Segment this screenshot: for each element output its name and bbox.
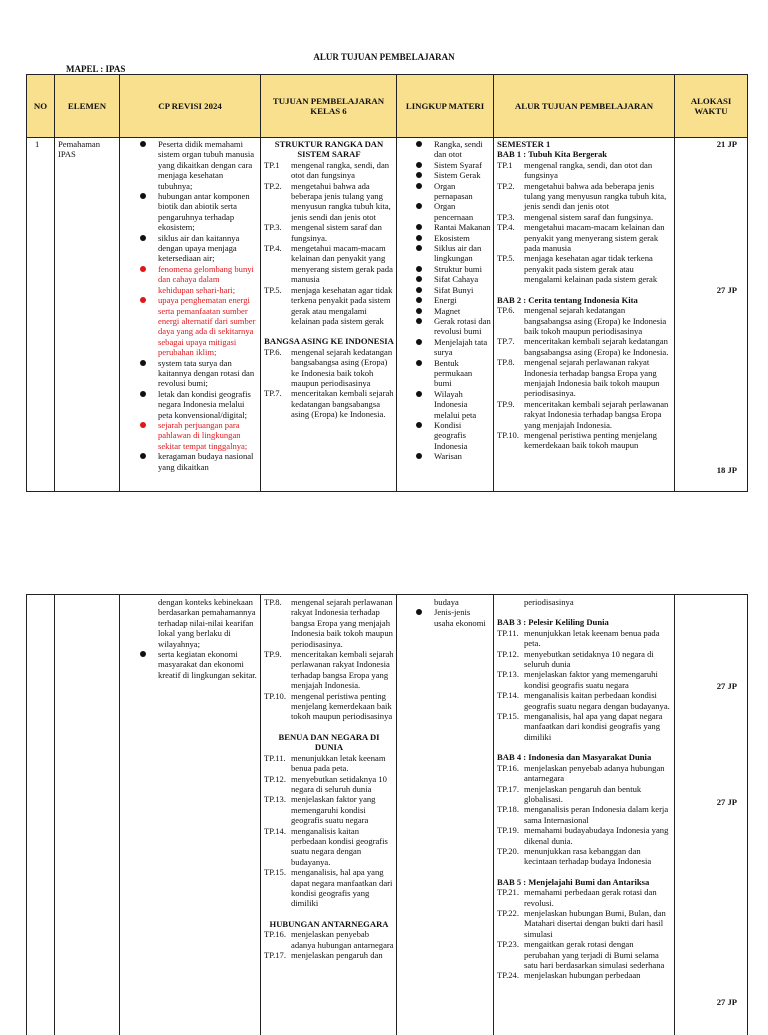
- learning-objective: [497, 160, 671, 181]
- learning-objective: [264, 181, 394, 223]
- header-cp: CP REVISI 2024: [158, 101, 222, 111]
- learning-objective: [497, 212, 671, 222]
- learning-objective: [497, 357, 671, 399]
- table-page-1: [26, 74, 748, 492]
- objective-text: menjelaskan pengaruh dan bentuk globalisasi.: [524, 783, 642, 804]
- learning-objective: [264, 160, 394, 181]
- objective-text: mengenal sistem saraf dan fungsinya.: [291, 222, 382, 243]
- list-item: Energi: [415, 295, 491, 305]
- learning-objective: [264, 826, 394, 868]
- objective-text: menjelaskan pengaruh dan: [291, 950, 383, 960]
- alur-continued-text: periodisasinya: [524, 597, 574, 607]
- learning-objective: [264, 929, 394, 950]
- bullet-icon: [416, 245, 422, 251]
- list-item: Siklus air dan lingkungan: [415, 243, 491, 264]
- list-item: Sistem Gerak: [415, 170, 491, 180]
- bullet-icon: [140, 422, 146, 428]
- objective-code: TP.3.: [264, 222, 282, 233]
- list-item: fenomena gelombang bunyi dan cahaya dalam kehidupan sehari-hari;: [139, 264, 257, 295]
- learning-objective: [497, 846, 671, 867]
- list-item: sejarah perjuangan para pahlawan di lingkungan sekitar tempat tinggalnya;: [139, 420, 257, 451]
- header-elemen: ELEMEN: [67, 101, 107, 111]
- learning-objective: [497, 305, 671, 336]
- objective-text: mengenal rangka, sendi, dan otot dan fungsinya: [291, 159, 390, 181]
- list-item: Bentuk permukaan bumi: [415, 358, 491, 389]
- bullet-icon: [140, 453, 146, 459]
- objective-text: mengaitkan gerak rotasi dengan perubahan yang terjadi di Bumi selama satu hari berdasarkan simulasi sederhana: [524, 939, 665, 970]
- list-item: Rangka, sendi dan otot: [415, 139, 491, 160]
- bullet-icon: [416, 276, 422, 282]
- list-item: Kondisi geografis Indonesia: [415, 420, 491, 451]
- objective-text: memahami budayabudaya Indonesia yang dikenal dunia.: [524, 825, 669, 846]
- alokasi-bab-4: 27 JP: [716, 797, 737, 807]
- bullet-icon: [416, 162, 422, 168]
- learning-objective: [497, 253, 671, 284]
- chapter-heading: BAB 1 : Tubuh Kita Bergerak: [497, 149, 608, 160]
- objective-code: TP.4.: [264, 243, 282, 254]
- learning-objective: [497, 887, 671, 908]
- objective-text: menganalisis peran Indonesia dalam kerja sama Internasional: [524, 804, 669, 825]
- objective-code: TP.23.: [497, 939, 519, 950]
- objective-text: menganalisis, hal apa yang dapat negara manfaatkan dari kondisi geografis yang dimiliki: [524, 711, 663, 742]
- list-item: Peserta didik memahami sistem organ tubuh manusia yang dikaitkan dengan cara menjaga kesehatan tubuhnya;: [139, 139, 257, 191]
- objective-code: TP.7.: [264, 388, 282, 399]
- objective-text: menganalisis kaitan perbedaan kondisi geografis suatu negara dengan budayanya.: [291, 825, 388, 867]
- bullet-icon: [416, 266, 422, 272]
- objective-code: TP.14.: [497, 690, 519, 701]
- bullet-icon: [416, 172, 422, 178]
- bullet-icon: [416, 183, 422, 189]
- tujuan-cell: [264, 139, 394, 489]
- bullet-icon: [140, 391, 146, 397]
- alokasi-bab-5: 27 JP: [716, 997, 737, 1007]
- objective-code: TP.1: [264, 159, 280, 170]
- objective-code: TP.19.: [497, 825, 519, 836]
- objective-code: TP.16.: [264, 929, 286, 940]
- objective-text: mengetahui macam-macam kelainan dan penyakit yang menyerang sistem gerak pada manusia: [524, 222, 665, 254]
- learning-objective: [497, 804, 671, 825]
- cp-cell: [139, 139, 257, 489]
- learning-objective: [497, 628, 671, 649]
- learning-objective: [264, 285, 394, 327]
- objective-text: mengenal peristiwa penting menjelang kemerdekaan baik tokoh maupun: [524, 429, 657, 451]
- objective-code: TP.13.: [264, 794, 286, 805]
- objective-code: TP.9.: [264, 649, 282, 660]
- chapter-heading: BAB 4 : Indonesia dan Masyarakat Dunia: [497, 752, 652, 763]
- chapter-heading: BAB 3 : Pelesir Keliling Dunia: [497, 617, 609, 628]
- objective-code: TP.14.: [264, 825, 286, 836]
- objective-text: mengenal peristiwa penting menjelang kemerdekaan baik tokoh maupun periodisasinya: [291, 690, 393, 722]
- objective-text: menyebutkan setidaknya 10 negara di seluruh dunia: [524, 648, 654, 670]
- objective-code: TP.15.: [264, 867, 286, 878]
- objective-text: menganalisis kaitan perbedaan kondisi geografis suatu negara dengan budayanya.: [524, 690, 670, 711]
- cp-item: serta kegiatan ekonomi masyarakat dan ekonomi kreatif di lingkungan sekitar.: [139, 649, 257, 680]
- list-item: letak dan kondisi geografis negara Indonesia melalui peta konvensional/digital;: [139, 389, 257, 420]
- bullet-icon: [140, 297, 146, 303]
- cp-cell-continued: [139, 597, 257, 1027]
- objective-code: TP.16.: [497, 762, 519, 773]
- list-item: Organ pencernaan: [415, 201, 491, 222]
- objective-code: TP.5.: [264, 284, 282, 295]
- bullet-icon: [140, 235, 146, 241]
- objective-text: mengenal sistem saraf dan fungsinya.: [524, 211, 654, 222]
- objective-code: TP.21.: [497, 887, 519, 898]
- objective-code: TP.10.: [497, 429, 519, 440]
- learning-objective: [264, 597, 394, 649]
- list-item: Ekosistem: [415, 233, 491, 243]
- list-item: Organ pernapasan: [415, 181, 491, 202]
- objective-code: TP.13.: [497, 669, 519, 680]
- objective-text: menjaga kesehatan agar tidak terkena penyakit pada sistem gerak atau mengalami kelainan pada sistem gerak: [291, 284, 393, 326]
- objective-code: TP.17.: [264, 950, 286, 960]
- alokasi-bab-2: 27 JP: [716, 285, 737, 295]
- objective-text: mengetahui bahwa ada beberapa jenis tulang yang menyusun rangka tubuh kita, jenis sendi dan jenis otot: [291, 180, 391, 222]
- list-item: Magnet: [415, 306, 491, 316]
- objective-text: menganalisis, hal apa yang dapat negara manfaatkan dari kondisi geografis yang dimiliki: [291, 867, 393, 909]
- learning-objective: [497, 825, 671, 846]
- objective-text: menjelaskan hubungan Bumi, Bulan, dan Matahari disertai dengan bukti dari hasil simulasi: [524, 907, 666, 939]
- objective-code: TP.10.: [264, 690, 286, 701]
- objective-text: menjelaskan faktor yang memengaruhi kondisi geografis suatu negara: [291, 794, 376, 826]
- objective-code: TP.6.: [264, 346, 282, 357]
- alokasi-bab-1: 21 JP: [716, 139, 737, 149]
- objective-code: TP.24.: [497, 970, 519, 981]
- section-heading: BANGSA ASING KE INDONESIA: [264, 336, 394, 347]
- objective-text: menjelaskan penyebab adanya hubungan antarnegara: [291, 929, 394, 950]
- objective-text: menceritakan kembali sejarah kedatangan bangsabangsa asing (Eropa) ke Indonesia.: [291, 388, 394, 420]
- tujuan-cell-continued: [264, 597, 394, 1033]
- objective-code: TP.20.: [497, 845, 519, 856]
- objective-text: mengetahui macam-macam kelainan dan penyakit yang menyerang sistem gerak pada manusia: [291, 243, 393, 285]
- list-item: siklus air dan kaitannya dengan upaya menjaga ketersediaan air;: [139, 233, 257, 264]
- header-alur: ALUR TUJUAN PEMBELAJARAN: [514, 101, 654, 111]
- learning-objective: [497, 690, 671, 711]
- list-item: system tata surya dan kaitannya dengan rotasi dan revolusi bumi;: [139, 358, 257, 389]
- objective-text: mengenal sejarah perlawanan rakyat Indonesia terhadap bangsa Eropa yang menjajah Indonesia baik tokoh maupun periodisasinya.: [524, 357, 660, 399]
- objective-code: TP.2.: [264, 180, 282, 191]
- list-item: Sistem Syaraf: [415, 160, 491, 170]
- objective-code: TP.11.: [264, 752, 286, 763]
- learning-objective: [497, 711, 671, 742]
- objective-code: TP.8.: [497, 357, 515, 368]
- objective-text: menyebutkan setidaknya 10 negara di seluruh dunia: [291, 773, 387, 794]
- bullet-icon: [416, 308, 422, 314]
- alokasi-bab-2b: 18 JP: [716, 465, 737, 475]
- learning-objective: [497, 908, 671, 939]
- lingkup-cell-continued: [415, 597, 491, 1027]
- objective-text: menjelaskan hubungan perbedaan: [524, 970, 641, 981]
- learning-objective: [264, 753, 394, 774]
- subject-label: MAPEL : IPAS: [66, 64, 126, 74]
- objective-code: TP.8.: [264, 597, 282, 607]
- learning-objective: [264, 222, 394, 243]
- objective-code: TP.5.: [497, 253, 515, 264]
- objective-code: TP.22.: [497, 907, 519, 918]
- bullet-icon: [140, 266, 146, 272]
- learning-objective: [264, 867, 394, 909]
- bullet-icon: [416, 141, 422, 147]
- learning-objective: [497, 222, 671, 253]
- objective-text: mengenal sejarah kedatangan bangsabangsa asing (Eropa) ke Indonesia baik tokoh maupun periodisasinya: [524, 305, 667, 336]
- learning-objective: [497, 939, 671, 970]
- objective-text: mengetahui bahwa ada beberapa jenis tulang yang menyusun rangka tubuh kita, jenis sendi dan jenis otot: [524, 180, 667, 212]
- learning-objective: [264, 388, 394, 419]
- bullet-icon: [140, 193, 146, 199]
- objective-code: TP.3.: [497, 211, 515, 222]
- list-item: Jenis-jenis usaha ekonomi: [415, 607, 491, 628]
- learning-objective: [497, 970, 671, 980]
- objective-text: menjelaskan penyebab adanya hubungan antarnegara: [524, 762, 665, 784]
- cp-continued-text: dengan konteks kebinekaan berdasarkan pemahamannya terhadap nilai-nilai kearifan lokal yang berlaku di wilayahnya;: [158, 597, 256, 649]
- bullet-icon: [416, 391, 422, 397]
- bullet-icon: [140, 141, 146, 147]
- section-heading: STRUKTUR RANGKA DAN SISTEM SARAF: [274, 139, 384, 160]
- objective-code: TP.12.: [497, 648, 519, 659]
- bullet-icon: [140, 360, 146, 366]
- chapter-heading: BAB 2 : Cerita tentang Indonesia Kita: [497, 294, 638, 305]
- bullet-icon: [416, 235, 422, 241]
- objective-text: menunjukkan letak keenam benua pada peta.: [524, 627, 660, 649]
- objective-text: menunjukkan letak keenam benua pada peta.: [291, 752, 386, 774]
- objective-text: mengenal rangka, sendi, dan otot dan fungsinya: [524, 159, 653, 181]
- bullet-icon: [416, 339, 422, 345]
- list-item: keragaman budaya nasional yang dikaitkan: [139, 451, 257, 472]
- learning-objective: [264, 774, 394, 795]
- lingkup-cell: [415, 139, 491, 489]
- learning-objective: [264, 243, 394, 285]
- chapter-heading: BAB 5 : Menjelajahi Bumi dan Antariksa: [497, 876, 650, 887]
- learning-objective: [264, 794, 394, 825]
- learning-objective: [264, 950, 394, 960]
- objective-text: mengenal sejarah perlawanan rakyat Indonesia terhadap bangsa Eropa yang menjajah Indonesia baik tokoh maupun periodisasinya.: [291, 597, 393, 649]
- list-item: Gerak rotasi dan revolusi bumi: [415, 316, 491, 337]
- header-alokasi: ALOKASI WAKTU: [690, 96, 732, 116]
- lingkup-continued-text: budaya: [434, 597, 459, 607]
- objective-text: menjelaskan faktor yang memengaruhi kondisi geografis suatu negara: [524, 669, 658, 690]
- list-item: Menjelajah tata surya: [415, 337, 491, 358]
- objective-code: TP.11.: [497, 627, 519, 638]
- objective-code: TP.17.: [497, 783, 519, 794]
- list-item: Wilayah Indonesia melalui peta: [415, 389, 491, 420]
- bullet-icon: [416, 422, 422, 428]
- objective-text: menceritakan kembali sejarah perlawanan rakyat Indonesia terhadap bangsa Eropa yang menjajah Indonesia.: [524, 398, 669, 430]
- learning-objective: [497, 181, 671, 212]
- learning-objective: [264, 649, 394, 691]
- objective-code: TP.6.: [497, 305, 515, 316]
- objective-text: menceritakan kembali sejarah kedatangan bangsabangsa asing (Eropa) ke Indonesia.: [524, 336, 669, 357]
- learning-objective: [497, 336, 671, 357]
- alokasi-bab-3: 27 JP: [716, 681, 737, 691]
- learning-objective: [497, 399, 671, 430]
- bullet-icon: [416, 224, 422, 230]
- header-lingkup: LINGKUP MATERI: [405, 101, 485, 111]
- list-item: Rantai Makanan: [415, 222, 491, 232]
- learning-objective: [497, 784, 671, 805]
- objective-code: TP.9.: [497, 398, 515, 409]
- objective-text: menceritakan kembali sejarah perlawanan rakyat Indonesia terhadap bangsa Eropa yang menjajah Indonesia.: [291, 649, 394, 691]
- section-heading: BENUA DAN NEGARA DI DUNIA: [278, 731, 380, 753]
- learning-objective: [497, 669, 671, 690]
- objective-text: menjaga kesehatan agar tidak terkena penyakit pada sistem gerak atau mengalami kelainan pada sistem gerak: [524, 253, 658, 285]
- objective-text: menunjukkan rasa kebanggan dan kecintaan terhadap budaya Indonesia: [524, 845, 652, 867]
- bullet-icon: [416, 609, 422, 615]
- bullet-icon: [416, 287, 422, 293]
- table-page-2: [26, 594, 748, 1035]
- learning-objective: [497, 430, 671, 451]
- row-number: 1: [35, 139, 40, 149]
- bullet-icon: [416, 360, 422, 366]
- bullet-icon: [416, 318, 422, 324]
- document-title: ALUR TUJUAN PEMBELAJARAN: [313, 52, 455, 62]
- learning-objective: [264, 691, 394, 722]
- objective-code: TP.15.: [497, 711, 519, 722]
- objective-text: mengenal sejarah kedatangan bangsabangsa asing (Eropa) ke Indonesia baik tokoh maupun periodisasinya: [291, 346, 393, 388]
- bullet-icon: [416, 203, 422, 209]
- objective-code: TP.12.: [264, 773, 286, 784]
- list-item: upaya penghematan energi serta pemanfaatan sumber energi alternatif dari sumber daya yang ada di sekitarnya sebagai upaya mitigasi perubahan iklim;: [139, 295, 257, 357]
- objective-code: TP.1: [497, 159, 513, 170]
- list-item: Sifat Bunyi: [415, 285, 491, 295]
- objective-code: TP.7.: [497, 336, 515, 347]
- chapter-heading: SEMESTER 1: [497, 139, 551, 149]
- header-no: NO: [33, 101, 48, 111]
- bullet-icon: [416, 453, 422, 459]
- elemen-cell: Pemahaman IPAS: [58, 139, 100, 160]
- objective-code: TP.2.: [497, 180, 515, 191]
- learning-objective: [497, 649, 671, 670]
- header-tujuan: TUJUAN PEMBELAJARAN KELAS 6: [272, 96, 385, 116]
- alur-cell: [497, 139, 671, 489]
- learning-objective: [497, 763, 671, 784]
- objective-code: TP.18.: [497, 804, 519, 815]
- section-heading: HUBUNGAN ANTARNEGARA: [269, 918, 389, 929]
- alur-cell-continued: [497, 597, 671, 1033]
- learning-objective: [264, 347, 394, 389]
- bullet-icon: [416, 297, 422, 303]
- list-item: hubungan antar komponen biotik dan abiotik serta pengaruhnya terhadap ekosistem;: [139, 191, 257, 233]
- list-item: Sifat Cahaya: [415, 274, 491, 284]
- list-item: Struktur bumi: [415, 264, 491, 274]
- objective-code: TP.4.: [497, 222, 515, 233]
- objective-text: memahami perbedaan gerak rotasi dan revolusi.: [524, 887, 657, 908]
- list-item: Warisan: [415, 451, 491, 461]
